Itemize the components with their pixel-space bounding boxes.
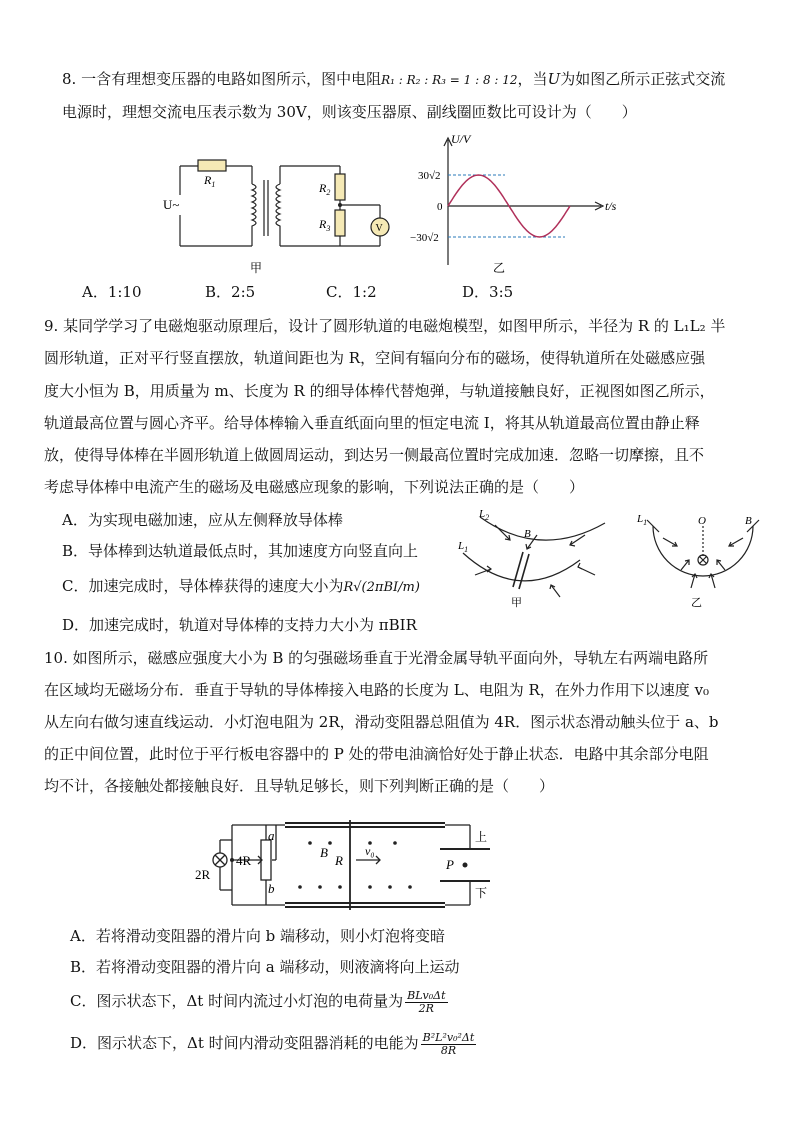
label-b: b: [268, 881, 275, 896]
label-p: P: [446, 857, 454, 872]
tick-pos: 30√2: [418, 170, 441, 182]
q9-option-b[interactable]: B．导体棒到达轨道最低点时，其加速度方向竖直向上: [62, 542, 419, 560]
label-v0: v₀: [365, 844, 375, 858]
q10-line2: 在区域均无磁场分布．垂直于导轨的导体棒接入电路的长度为 L、电阻为 R，在外力作用下以速度 v₀: [44, 681, 710, 699]
label-l1-yi: $L_1$: [637, 513, 648, 527]
q10-line3: 从左向右做匀速直线运动．小灯泡电阻为 2R，滑动变阻器总阻值为 4R．图示状态滑动触头位于 a、b: [44, 713, 719, 731]
q8-option-c[interactable]: C．1:2: [326, 283, 377, 301]
label-l1: $L_1$: [458, 540, 469, 554]
q9-line2: 圆形轨道，正对平行竖直摆放，轨道间距也为 R，空间有辐向分布的磁场，使得轨道所在处磁感应强: [44, 349, 706, 367]
resistor-r1: [198, 160, 226, 171]
q8-ratio: R₁ : R₂ : R₃ = 1 : 8 : 12: [381, 73, 518, 87]
x-axis-label: t/s: [605, 199, 617, 213]
q8-circuit-figure: [160, 150, 410, 280]
q8-sine-figure: [405, 130, 625, 280]
q9-option-c-expr: R√(2πBI/m): [343, 580, 420, 595]
q8-line2: 电源时，理想交流电压表示数为 30V，则该变压器原、副线圈匝数比可设计为（ ）: [62, 103, 637, 121]
label-2r: 2R: [195, 867, 211, 882]
label-r1: $R_1$: [204, 173, 216, 189]
q9-rail-figure-yi: [633, 508, 773, 608]
q8-option-a[interactable]: A．1:10: [82, 283, 142, 301]
q9-line1: 9. 某同学学习了电磁炮驱动原理后，设计了圆形轨道的电磁炮模型，如图甲所示，半径为 R 的 L₁L₂ 半: [44, 317, 726, 335]
q10-option-d-fraction: $\frac{\text{B²L²v₀²Δt}}{8R}$: [422, 1030, 475, 1057]
label-b-jia: B: [524, 528, 531, 540]
label-top-plate: 上: [475, 830, 488, 844]
oil-droplet: [463, 863, 468, 868]
q9-line3: 度大小恒为 B，用质量为 m、长度为 R 的细导体棒代替炮弹，与轨道接触良好，正视图如图乙所示，: [44, 382, 715, 400]
label-field-b: B: [320, 845, 328, 860]
q10-option-c-fraction: $\frac{\text{BLv₀Δt}}{2R}$: [407, 988, 446, 1015]
q10-option-d[interactable]: D．图示状态下，Δt 时间内滑动变阻器消耗的电能为 $\frac{\text{B²L²v₀²Δt}}{8R}$: [70, 1030, 475, 1057]
q9-line4: 轨道最高位置与圆心齐平。给导体棒输入垂直纸面向里的恒定电流 I，将其从轨道最高位置由静止释: [44, 414, 700, 432]
caption-jia-q9: 甲: [511, 597, 522, 609]
label-o: O: [698, 515, 706, 527]
label-r2: $R_2$: [319, 181, 331, 197]
label-b-yi: B: [745, 515, 752, 527]
caption-jia: 甲: [250, 261, 263, 275]
q8-line1: 8. 一含有理想变压器的电路如图所示，图中电阻R₁ : R₂ : R₃ = 1 : 8 : 12，当U为如图乙所示正弦式交流: [62, 70, 726, 88]
label-source: U~: [163, 197, 180, 212]
q10-circuit-figure: [190, 815, 500, 915]
q10-option-a[interactable]: A．若将滑动变阻器的滑片向 b 端移动，则小灯泡将变暗: [70, 927, 445, 945]
q9-rail-figure-jia: [455, 505, 615, 610]
label-4r: 4R: [236, 853, 252, 868]
caption-yi-q9: 乙: [691, 597, 702, 608]
q9-option-d[interactable]: D．加速完成时，轨道对导体棒的支持力大小为 πBIR: [62, 616, 417, 634]
q9-option-c[interactable]: C．加速完成时，导体棒获得的速度大小为R√(2πBI/m): [62, 577, 420, 595]
q10-line5: 均不计，各接触处都接触良好．且导轨足够长，则下列判断正确的是（ ）: [44, 777, 555, 795]
y-axis-label: U/V: [451, 132, 471, 146]
q10-line1: 10. 如图所示，磁感应强度大小为 B 的匀强磁场垂直于光滑金属导轨平面向外，导轨左右两端电路所: [44, 649, 709, 667]
label-r3: $R_3$: [319, 217, 331, 233]
q9-line5: 放，使得导体棒在半圆形轨道上做圆周运动，到达另一侧最高位置时完成加速．忽略一切摩擦，且不: [44, 446, 705, 464]
resistor-r3: [335, 210, 345, 236]
q10-line4: 的正中间位置，此时位于平行板电容器中的 P 处的带电油滴恰好处于静止状态．电路中其余部分电阻: [44, 745, 709, 763]
label-l2: $L_2$: [479, 508, 490, 522]
label-voltmeter: V: [375, 223, 383, 234]
q9-option-a[interactable]: A．为实现电磁加速，应从左侧释放导体棒: [62, 511, 343, 529]
q9-line6: 考虑导体棒中电流产生的磁场及电磁感应现象的影响，下列说法正确的是（ ）: [44, 478, 585, 496]
q10-option-c[interactable]: C．图示状态下，Δt 时间内流过小灯泡的电荷量为 $\frac{\text{BLv₀Δt}}{2R}$: [70, 988, 446, 1015]
q10-option-b[interactable]: B．若将滑动变阻器的滑片向 a 端移动，则液滴将向上运动: [70, 958, 460, 976]
q8-option-d[interactable]: D．3:5: [462, 283, 514, 301]
caption-yi: 乙: [493, 261, 506, 275]
label-bottom-plate: 下: [475, 886, 488, 900]
tick-neg: −30√2: [410, 232, 439, 244]
tick-zero: 0: [437, 201, 443, 213]
resistor-r2: [335, 174, 345, 200]
label-bar-r: R: [335, 853, 343, 868]
q8-option-b[interactable]: B．2:5: [205, 283, 256, 301]
label-a: a: [268, 828, 275, 843]
